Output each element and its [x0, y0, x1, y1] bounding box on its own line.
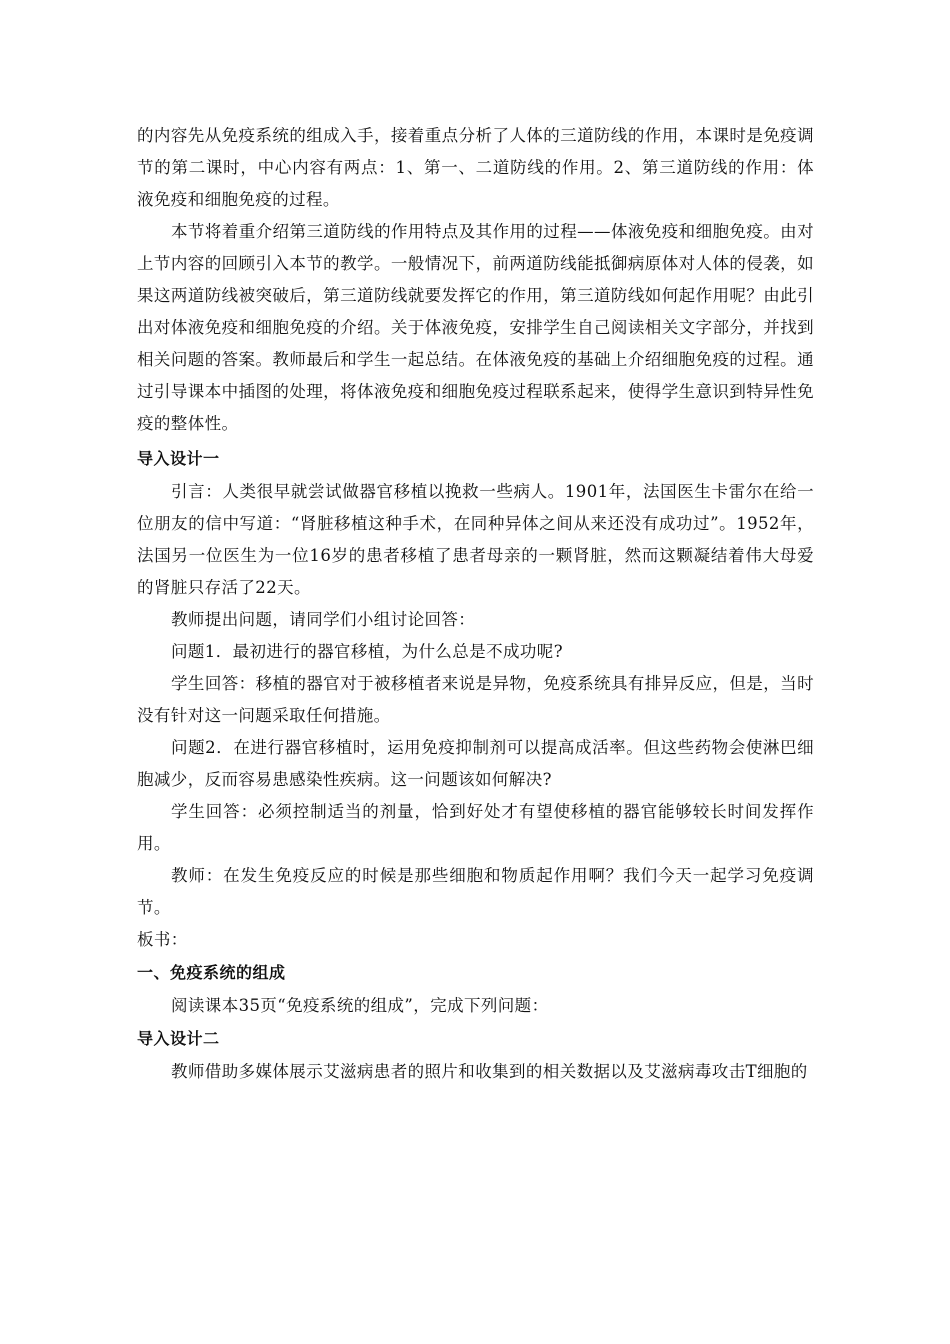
paragraph-lesson-overview: 本节将着重介绍第三道防线的作用特点及其作用的过程——体液免疫和细胞免疫。由对上节内容的回顾引入本节的教学。一般情况下，前两道防线能抵御病原体对人体的侵袭，如果这两道防线被突破后，第三道防线就要发挥它的作用，第三道防线如何起作用呢？由此引出对体液免疫和细胞免疫的介绍。关于体液免疫，安排学生自己阅读相关文字部分，并找到相关问题的答案。教师最后和学生一起总结。在体液免疫的基础上介绍细胞免疫的过程。通过引导课本中插图的处理，将体液免疫和细胞免疫过程联系起来，使得学生意识到特异性免疫的整体性。	[137, 222, 814, 433]
paragraph-answer-2: 学生回答：必须控制适当的剂量，恰到好处才有望使移植的器官能够较长时间发挥作用。	[137, 802, 814, 853]
paragraph-answer-1: 学生回答：移植的器官对于被移植者来说是异物，免疫系统具有排异反应，但是，当时没有针对这一问题采取任何措施。	[137, 674, 814, 725]
paragraph-intro-continued: 的内容先从免疫系统的组成入手，接着重点分析了人体的三道防线的作用，本课时是免疫调节的第二课时，中心内容有两点：1、第一、二道防线的作用。2、第三道防线的作用：体液免疫和细胞免疫的过程。	[137, 126, 814, 209]
paragraph-question-1: 问题1．最初进行的器官移植，为什么总是不成功呢?	[171, 642, 563, 661]
paragraph-question-2: 问题2．在进行器官移植时，运用免疫抑制剂可以提高成活率。但这些药物会使淋巴细胞减少，反而容易患感染性疾病。这一问题该如何解决?	[137, 738, 814, 789]
paragraph-teacher-remark: 教师：在发生免疫反应的时候是那些细胞和物质起作用啊？我们今天一起学习免疫调节。	[137, 866, 814, 917]
heading-intro-design-2: 导入设计二	[137, 1029, 220, 1048]
paragraph-board-notes: 板书：	[137, 930, 188, 949]
paragraph-teacher-question: 教师提出问题，请同学们小组讨论回答：	[171, 610, 476, 629]
heading-immune-system-composition: 一、免疫系统的组成	[137, 963, 286, 982]
heading-intro-design-1: 导入设计一	[137, 449, 220, 468]
paragraph-reading-task: 阅读课本35页“免疫系统的组成”，完成下列问题：	[171, 996, 549, 1015]
document-page	[137, 120, 814, 1088]
paragraph-foreword: 引言：人类很早就尝试做器官移植以挽救一些病人。1901年，法国医生卡雷尔在给一位朋友的信中写道：“肾脏移植这种手术，在同种异体之间从来还没有成功过”。1952年，法国另一位医生为一位16岁的患者移植了患者母亲的一颗肾脏，然而这颗凝结着伟大母爱的肾脏只存活了22天。	[137, 482, 814, 597]
paragraph-multimedia: 教师借助多媒体展示艾滋病患者的照片和收集到的相关数据以及艾滋病毒攻击T细胞的	[171, 1062, 808, 1081]
